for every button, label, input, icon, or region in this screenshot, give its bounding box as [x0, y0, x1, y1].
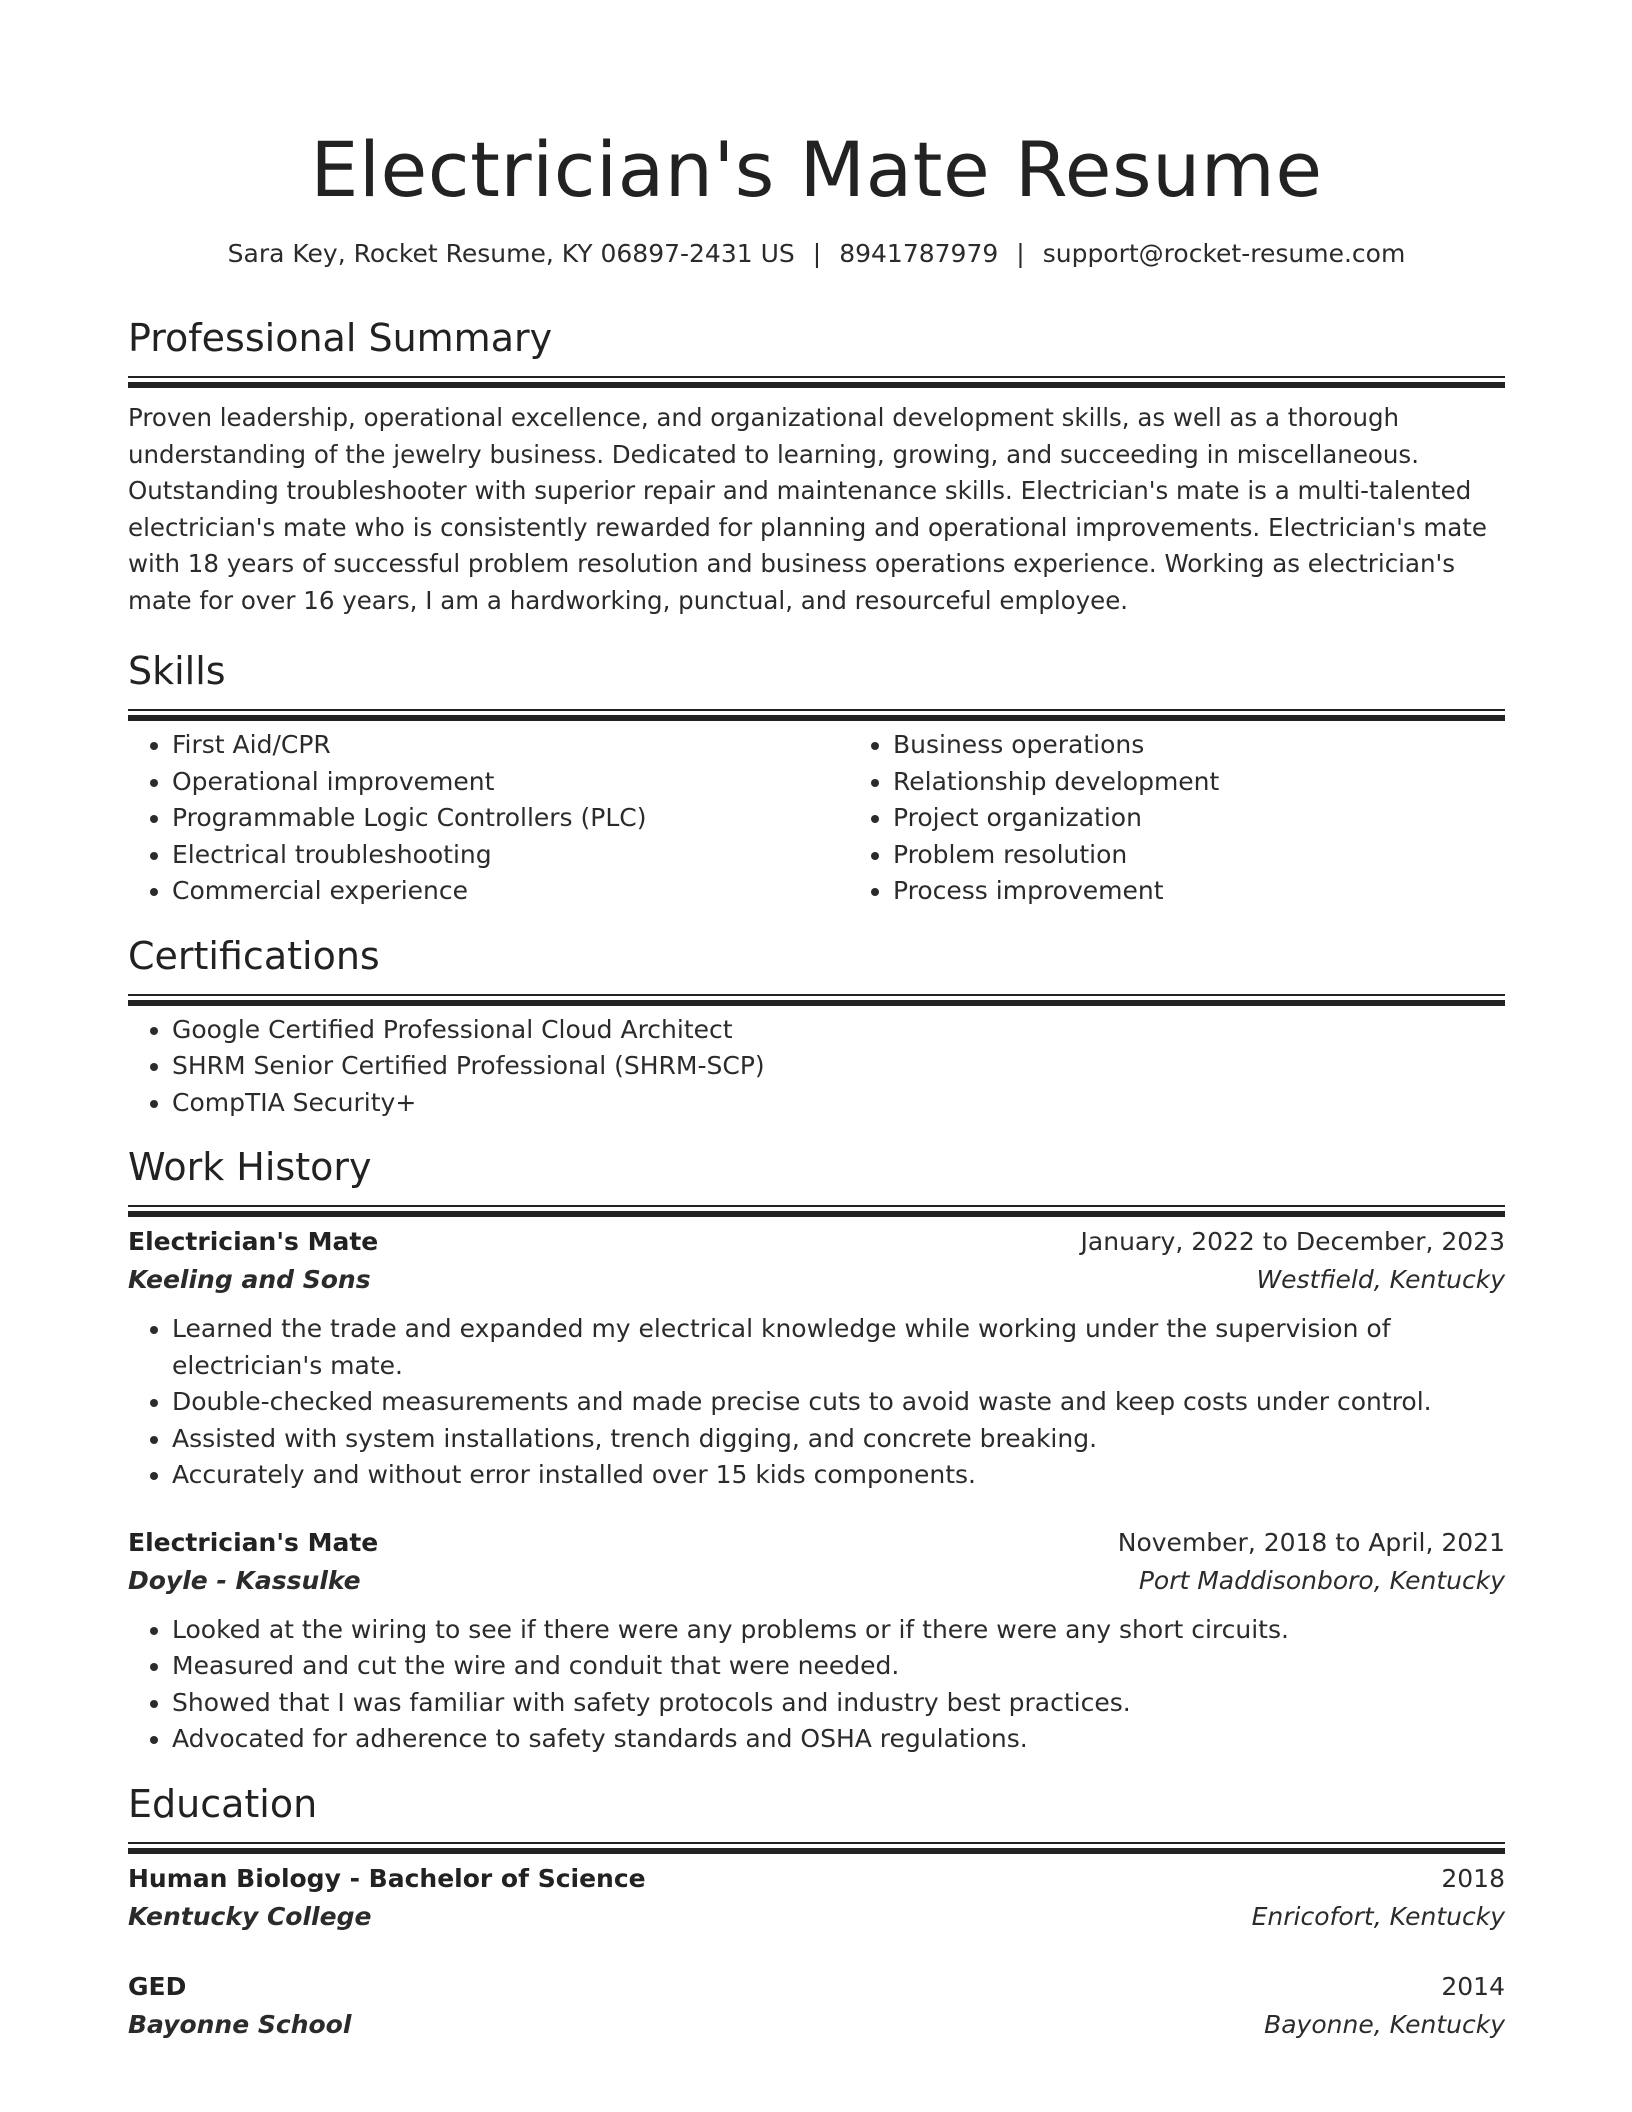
certification-item: • CompTIA Security+	[172, 1085, 1505, 1122]
education-entry	[128, 1936, 1505, 2044]
job-bullet: • Double-checked measurements and made precise cuts to avoid waste and keep costs under control.	[172, 1384, 1505, 1421]
job-company: Doyle - Kassulke	[128, 1565, 361, 1595]
section-divider	[128, 1842, 1505, 1844]
contact-address: Sara Key, Rocket Resume, KY 06897-2431 US	[227, 239, 795, 268]
job-bullet: • Showed that I was familiar with safety protocols and industry best practices.	[172, 1685, 1505, 1722]
skills-list-left	[128, 727, 849, 910]
job-location: Port Maddisonboro, Kentucky	[1138, 1565, 1505, 1595]
contact-line	[128, 236, 1505, 272]
skill-item: • First Aid/CPR	[172, 727, 849, 764]
skill-item: • Programmable Logic Controllers (PLC)	[172, 800, 849, 837]
job-header-row	[128, 1223, 1505, 1261]
job-company: Keeling and Sons	[128, 1265, 371, 1294]
resume-title: Electrician's Mate Resume	[310, 125, 1323, 214]
skill-item: • Business operations	[893, 727, 1505, 764]
work-history-heading: Work History	[128, 1145, 372, 1189]
education-school-row	[128, 2006, 1505, 2044]
job-company-row	[128, 1261, 1505, 1299]
education-heading: Education	[128, 1781, 318, 1826]
job-title: Electrician's Mate	[128, 1227, 379, 1256]
education-school: Kentucky College	[128, 1901, 372, 1931]
contact-phone: 8941787979	[839, 239, 999, 268]
education-location: Bayonne, Kentucky	[1264, 2009, 1505, 2039]
summary-section	[128, 314, 1505, 619]
job-bullets	[128, 1311, 1505, 1494]
certifications-heading: Certifications	[128, 933, 380, 978]
section-divider	[128, 376, 1505, 378]
education-section	[128, 1780, 1505, 2044]
education-school: Bayonne School	[128, 2009, 352, 2039]
job-bullets	[128, 1612, 1505, 1758]
certification-item: • SHRM Senior Certified Professional (SHRM-SCP)	[172, 1048, 1505, 1085]
certification-item: • Google Certified Professional Cloud Architect	[172, 1012, 1505, 1049]
job-location: Westfield, Kentucky	[1256, 1265, 1505, 1294]
education-entry	[128, 1844, 1505, 1936]
skill-item: • Process improvement	[893, 873, 1505, 910]
certifications-list	[128, 996, 1505, 1122]
education-degree: Human Biology - Bachelor of Science	[128, 1863, 646, 1893]
skill-item: • Operational improvement	[172, 764, 849, 801]
summary-text: Proven leadership, operational excellence, and organizational development skills, as well as a thorough understanding of the jewelry business. Dedicated to learning, growing, and succeeding in miscellaneous. Outstanding troubleshooter with superior repair and maintenance skills. Electrician's mate is a multi-talented electrician's mate who is consistently rewarded for planning and operational improvements. Electrician's mate with 18 years of successful problem resolution and business operations experience. Working as electrician's mate for over 16 years, I am a hardworking, punctual, and resourceful employee.	[128, 403, 1487, 615]
skill-item: • Project organization	[893, 800, 1505, 837]
education-year: 2018	[1441, 1863, 1505, 1893]
job-bullet: • Advocated for adherence to safety standards and OSHA regulations.	[172, 1721, 1505, 1758]
section-divider	[128, 994, 1505, 996]
skill-item: • Commercial experience	[172, 873, 849, 910]
education-school-row	[128, 1898, 1505, 1936]
job-bullet: • Looked at the wiring to see if there were any problems or if there were any short circuits.	[172, 1612, 1505, 1649]
skill-item: • Problem resolution	[893, 837, 1505, 874]
education-year: 2014	[1441, 1971, 1505, 2001]
skills-heading: Skills	[128, 649, 226, 693]
job-bullet: • Measured and cut the wire and conduit that were needed.	[172, 1648, 1505, 1685]
job-bullet: • Learned the trade and expanded my electrical knowledge while working under the supervision of electrician's mate.	[172, 1311, 1505, 1384]
education-location: Enricofort, Kentucky	[1251, 1901, 1505, 1931]
job-header-row	[128, 1524, 1505, 1562]
job-title: Electrician's Mate	[128, 1527, 379, 1557]
certifications-section	[128, 932, 1505, 1122]
education-degree: GED	[128, 1971, 187, 2001]
education-header-row	[128, 1968, 1505, 2006]
job-company-row	[128, 1562, 1505, 1600]
section-divider	[128, 709, 1505, 711]
education-header-row	[128, 1860, 1505, 1898]
job-entry	[128, 1207, 1505, 1494]
skills-columns	[128, 711, 1505, 910]
skills-list-right	[849, 727, 1505, 910]
work-history-section	[128, 1143, 1505, 1758]
job-bullet: • Accurately and without error installed over 15 kids components.	[172, 1457, 1505, 1494]
skills-section	[128, 647, 1505, 910]
contact-email: support@rocket-resume.com	[1042, 239, 1406, 268]
skill-item: • Relationship development	[893, 764, 1505, 801]
summary-heading: Professional Summary	[128, 316, 553, 360]
job-dates: January, 2022 to December, 2023	[1080, 1227, 1505, 1256]
job-dates: November, 2018 to April, 2021	[1117, 1527, 1505, 1557]
job-entry	[128, 1494, 1505, 1758]
job-bullet: • Assisted with system installations, trench digging, and concrete breaking.	[172, 1421, 1505, 1458]
skill-item: • Electrical troubleshooting	[172, 837, 849, 874]
contact-separator: |	[812, 239, 822, 268]
section-divider	[128, 1205, 1505, 1207]
contact-separator: |	[1016, 239, 1025, 268]
